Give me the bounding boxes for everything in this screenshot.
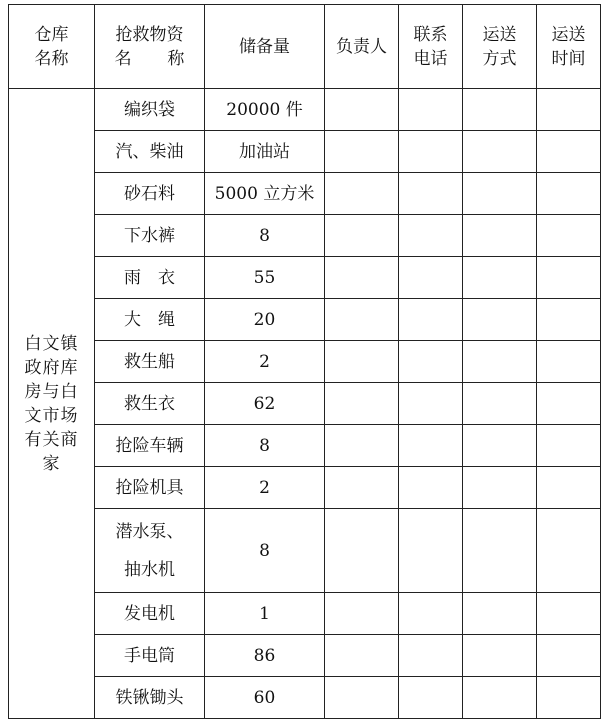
phone-cell — [399, 89, 463, 131]
time-cell — [537, 677, 601, 719]
transport-cell — [463, 677, 537, 719]
person-cell — [325, 677, 399, 719]
item-qty: 1 — [205, 593, 325, 635]
person-cell — [325, 593, 399, 635]
item-qty: 60 — [205, 677, 325, 719]
item-name: 救生衣 — [95, 383, 205, 425]
time-cell — [537, 89, 601, 131]
transport-cell — [463, 635, 537, 677]
phone-cell — [399, 299, 463, 341]
header-phone — [399, 5, 463, 89]
person-cell — [325, 467, 399, 509]
transport-cell — [463, 467, 537, 509]
table-row — [9, 341, 601, 383]
time-cell — [537, 383, 601, 425]
table-row — [9, 383, 601, 425]
header-time-line2: 时间 — [551, 48, 586, 69]
item-qty: 加油站 — [205, 131, 325, 173]
inventory-table — [8, 4, 601, 719]
warehouse-cell — [9, 89, 95, 719]
time-cell — [537, 131, 601, 173]
table-row — [9, 215, 601, 257]
person-cell — [325, 425, 399, 467]
item-name: 救生船 — [95, 341, 205, 383]
table-row — [9, 131, 601, 173]
time-cell — [537, 299, 601, 341]
person-cell — [325, 635, 399, 677]
transport-cell — [463, 509, 537, 593]
table-row — [9, 257, 601, 299]
item-name: 雨 衣 — [95, 257, 205, 299]
phone-cell — [399, 341, 463, 383]
phone-cell — [399, 467, 463, 509]
transport-cell — [463, 299, 537, 341]
header-transport — [463, 5, 537, 89]
item-qty: 86 — [205, 635, 325, 677]
header-warehouse-line1: 仓库 — [34, 24, 69, 45]
phone-cell — [399, 215, 463, 257]
person-cell — [325, 257, 399, 299]
person-cell — [325, 341, 399, 383]
header-phone-line1: 联系 — [413, 24, 448, 45]
item-name: 汽、柴油 — [95, 131, 205, 173]
item-name: 抢险车辆 — [95, 425, 205, 467]
phone-cell — [399, 257, 463, 299]
person-cell — [325, 215, 399, 257]
transport-cell — [463, 425, 537, 467]
transport-cell — [463, 593, 537, 635]
table-row — [9, 299, 601, 341]
transport-cell — [463, 383, 537, 425]
item-name — [95, 509, 205, 593]
item-qty: 62 — [205, 383, 325, 425]
header-time — [537, 5, 601, 89]
time-cell — [537, 593, 601, 635]
person-cell — [325, 173, 399, 215]
header-transport-line2: 方式 — [482, 48, 517, 69]
time-cell — [537, 257, 601, 299]
time-cell — [537, 173, 601, 215]
person-cell — [325, 299, 399, 341]
table-row — [9, 593, 601, 635]
table-row — [9, 467, 601, 509]
table-row — [9, 89, 601, 131]
person-cell — [325, 89, 399, 131]
table-row — [9, 677, 601, 719]
phone-cell — [399, 383, 463, 425]
table-row — [9, 509, 601, 593]
header-phone-line2: 电话 — [413, 48, 448, 69]
item-name: 砂石料 — [95, 173, 205, 215]
item-name-line2: 抽水机 — [124, 559, 175, 580]
table-row — [9, 425, 601, 467]
item-qty: 8 — [205, 215, 325, 257]
time-cell — [537, 341, 601, 383]
item-qty: 20000 件 — [205, 89, 325, 131]
transport-cell — [463, 131, 537, 173]
time-cell — [537, 635, 601, 677]
item-name: 大 绳 — [95, 299, 205, 341]
item-qty: 8 — [205, 425, 325, 467]
item-name: 铁锹锄头 — [95, 677, 205, 719]
phone-cell — [399, 593, 463, 635]
time-cell — [537, 509, 601, 593]
header-material — [95, 5, 221, 89]
item-name: 抢险机具 — [95, 467, 205, 509]
item-qty: 2 — [205, 341, 325, 383]
item-name: 下水裤 — [95, 215, 205, 257]
time-cell — [537, 215, 601, 257]
time-cell — [537, 425, 601, 467]
item-name: 编织袋 — [95, 89, 205, 131]
phone-cell — [399, 131, 463, 173]
phone-cell — [399, 677, 463, 719]
transport-cell — [463, 173, 537, 215]
transport-cell — [463, 257, 537, 299]
warehouse-name: 白文镇政府库房与白文市场有关商家 — [24, 333, 79, 474]
person-cell — [325, 131, 399, 173]
phone-cell — [399, 635, 463, 677]
header-row — [9, 5, 601, 89]
phone-cell — [399, 173, 463, 215]
item-qty: 5000 立方米 — [205, 173, 325, 215]
header-material-line2: 名称 — [114, 48, 221, 69]
person-cell — [325, 383, 399, 425]
person-cell — [325, 509, 399, 593]
transport-cell — [463, 89, 537, 131]
header-material-line1: 抢救物资 — [115, 24, 184, 45]
item-name-line1: 潜水泵、 — [115, 521, 184, 542]
header-person: 负责人 — [325, 5, 399, 89]
transport-cell — [463, 215, 537, 257]
item-qty: 20 — [205, 299, 325, 341]
item-qty: 8 — [205, 509, 325, 593]
phone-cell — [399, 509, 463, 593]
item-qty: 55 — [205, 257, 325, 299]
table-row — [9, 173, 601, 215]
time-cell — [537, 467, 601, 509]
header-warehouse — [9, 5, 95, 89]
header-warehouse-line2: 名称 — [34, 48, 69, 69]
item-qty: 2 — [205, 467, 325, 509]
header-reserve: 储备量 — [205, 5, 325, 89]
transport-cell — [463, 341, 537, 383]
table-row — [9, 635, 601, 677]
item-name: 手电筒 — [95, 635, 205, 677]
phone-cell — [399, 425, 463, 467]
header-time-line1: 运送 — [551, 24, 586, 45]
header-transport-line1: 运送 — [482, 24, 517, 45]
item-name: 发电机 — [95, 593, 205, 635]
